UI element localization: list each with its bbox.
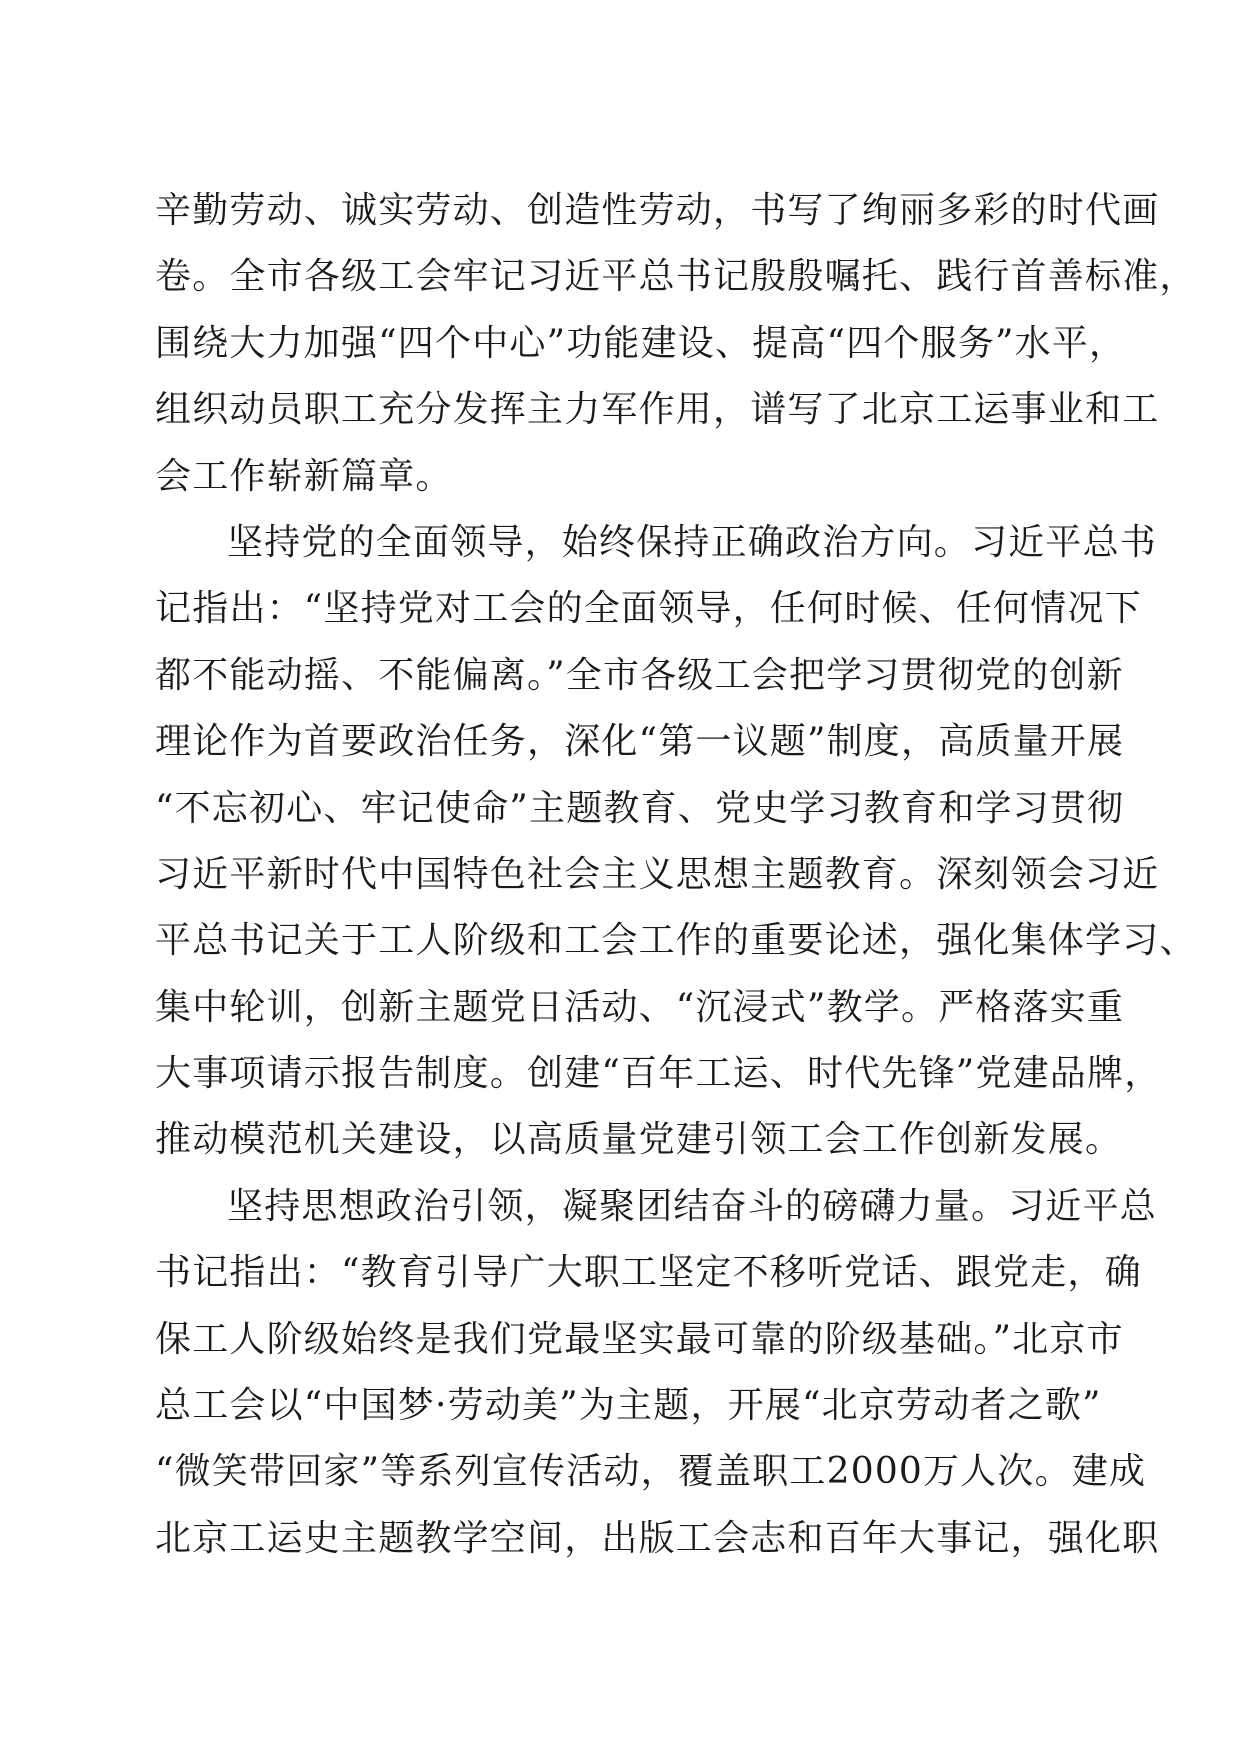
- text-line: 都不能动摇、不能偏离。”全市各级工会把学习贯彻党的创新: [155, 654, 1124, 696]
- text-line: 大事项请示报告制度。创建“百年工运、时代先锋”党建品牌，: [155, 1053, 1162, 1095]
- text-line: “微笑带回家”等系列宣传活动，覆盖职工2000万人次。建成: [155, 1451, 1147, 1493]
- paragraph-3: [155, 1174, 1160, 1572]
- text-line: 保工人阶级始终是我们党最坚实最可靠的阶级基础。”北京市: [155, 1318, 1124, 1360]
- text-line: 总工会以“中国梦·劳动美”为主题，开展“北京劳动者之歌”: [155, 1385, 1102, 1427]
- text-line: 辛勤劳动、诚实劳动、创造性劳动，书写了绚丽多彩的时代画: [155, 190, 1160, 231]
- text-line: 坚持党的全面领导，始终保持正确政治方向。习近平总书: [227, 521, 1158, 563]
- text-line: 围绕大力加强“四个中心”功能建设、提高“四个服务”水平，: [155, 322, 1127, 364]
- text-line: 平总书记关于工人阶级和工会工作的重要论述，强化集体学习、: [155, 920, 1197, 962]
- paragraph-1: [155, 178, 1197, 510]
- text-line: 习近平新时代中国特色社会主义思想主题教育。深刻领会习近: [155, 853, 1160, 895]
- text-line: 集中轮训，创新主题党日活动、“沉浸式”教学。严格落实重: [155, 986, 1125, 1028]
- document-body: [155, 178, 1197, 1572]
- text-line: 卷。全市各级工会牢记习近平总书记殷殷嘱托、践行首善标准，: [155, 256, 1197, 298]
- text-line: 坚持思想政治引领，凝聚团结奋斗的磅礴力量。习近平总: [227, 1185, 1158, 1227]
- text-line: 北京工运史主题教学空间，出版工会志和百年大事记，强化职: [155, 1517, 1160, 1559]
- text-line: “不忘初心、牢记使命”主题教育、党史学习教育和学习贯彻: [155, 787, 1125, 829]
- paragraph-2: [155, 510, 1197, 1174]
- text-line: 书记指出：“教育引导广大职工坚定不移听党话、跟党走，确: [155, 1252, 1142, 1294]
- text-line: 组织动员职工充分发挥主力军作用，谱写了北京工运事业和工: [155, 389, 1160, 431]
- text-line: 记指出：“坚持党对工会的全面领导，任何时候、任何情况下: [155, 588, 1142, 630]
- text-line: 会工作崭新篇章。: [155, 455, 453, 497]
- text-line: 推动模范机关建设，以高质量党建引领工会工作创新发展。: [155, 1119, 1123, 1161]
- text-line: 理论作为首要政治任务，深化“第一议题”制度，高质量开展: [155, 721, 1125, 763]
